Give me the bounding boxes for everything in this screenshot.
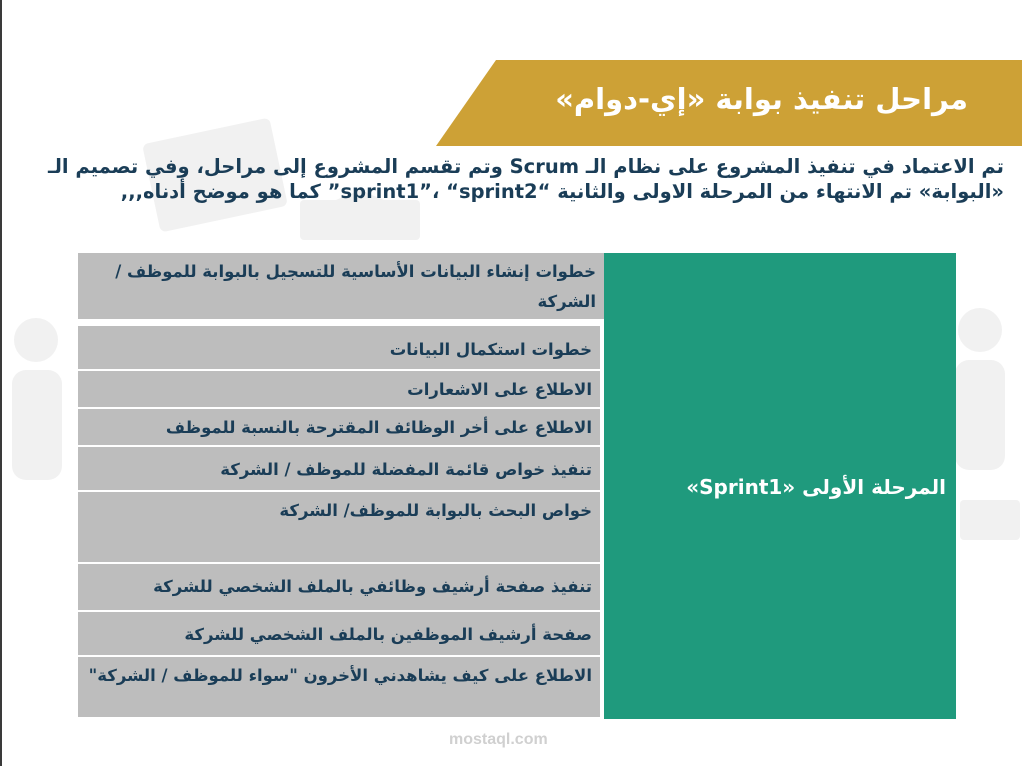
task-row: الاطلاع على كيف يشاهدني الأخرون "سواء للموظف / الشركة": [78, 657, 600, 719]
task-row: تنفيذ خواص قائمة المفضلة للموظف / الشركة: [78, 447, 600, 492]
phase-label: المرحلة الأولى «Sprint1»: [686, 475, 946, 499]
slide-title: مراحل تنفيذ بوابة «إي-دوام»: [555, 82, 968, 116]
watermark: mostaql.com: [449, 731, 548, 748]
task-row: صفحة أرشيف الموظفين بالملف الشخصي للشركة: [78, 612, 600, 657]
task-row: الاطلاع على أخر الوظائف المقترحة بالنسبة للموظف: [78, 409, 600, 447]
task-row: تنفيذ صفحة أرشيف وظائفي بالملف الشخصي للشركة: [78, 564, 600, 612]
task-row: خواص البحث بالبوابة للموظف/ الشركة: [78, 492, 600, 564]
phase-cell: [604, 253, 956, 719]
task-row: الاطلاع على الاشعارات: [78, 371, 600, 409]
intro-paragraph: تم الاعتماد في تنفيذ المشروع على نظام الـ Scrum وتم تقسم المشروع إلى مراحل، وفي تصميم الـ «البوابة» تم الانتهاء من المرحلة الاولى والثانية “sprint1”، “sprint2” كما هو موضح أدناه,,,: [47, 155, 1004, 203]
task-row: خطوات استكمال البيانات: [78, 326, 600, 371]
task-row: خطوات إنشاء البيانات الأساسية للتسجيل بالبوابة للموظف / الشركة: [78, 253, 604, 321]
